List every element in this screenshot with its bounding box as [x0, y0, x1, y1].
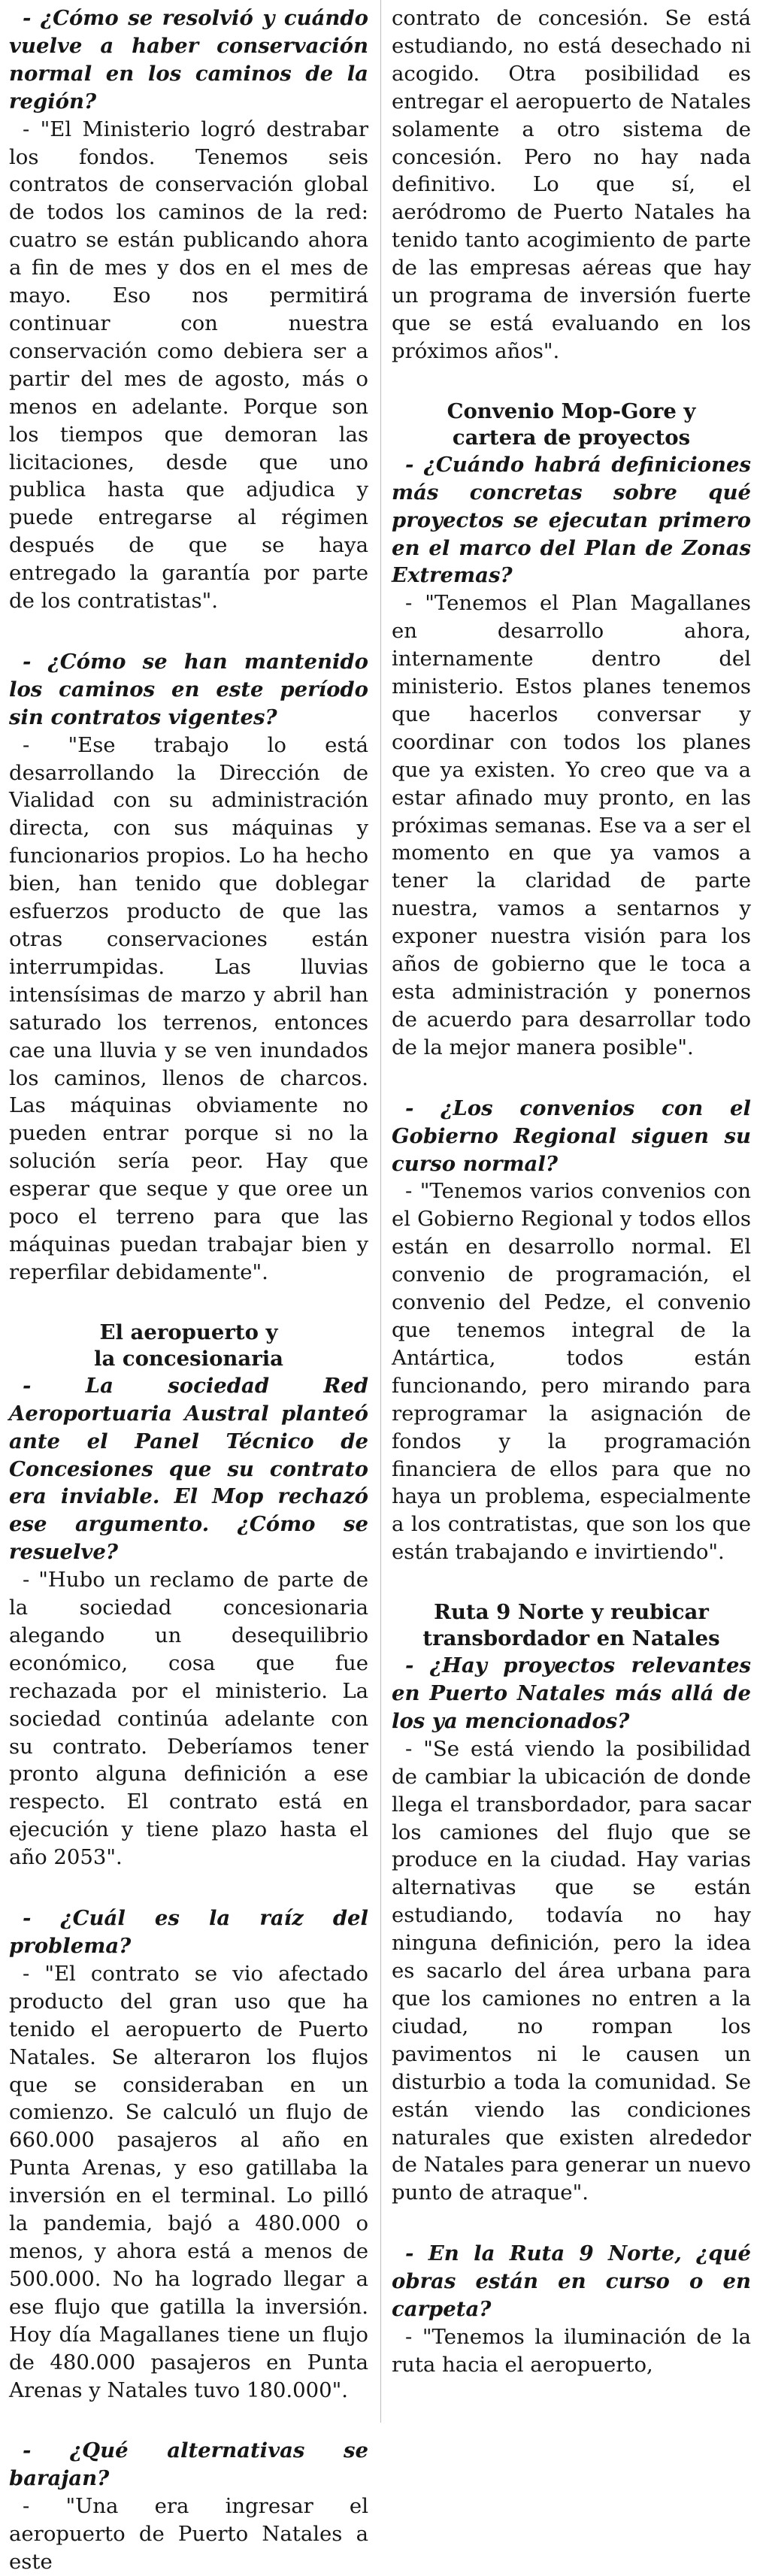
qa-block-alternatives: [9, 2437, 368, 2576]
interview-answer: - "Tenemos la iluminación de la ruta hacia el aeropuerto,: [392, 2324, 751, 2377]
qa-block-ruta9-works: [392, 2240, 751, 2379]
interview-answer: - "El Ministerio logró destrabar los fondos. Tenemos seis contratos de conservación global de todos los caminos de la red: cuatro se están publicando ahora a fin de mes y dos en el mes de mayo. Eso nos permitirá continuar con nuestra conservación como debiera ser a partir del mes de agosto, más o menos en adelante. Porque son los tiempos que demoran las licitaciones, desde que uno publica hasta que adjudica y puede entregarse al régimen después de que se haya entregado la garantía por parte de los contratistas".: [9, 117, 368, 614]
section-heading-line: Ruta 9 Norte y reubicar: [434, 1600, 709, 1625]
section-heading: [392, 399, 751, 451]
interview-answer: - "El contrato se vio afectado producto del gran uso que ha tenido el aeropuerto de Puerto Natales. Se alteraron los flujos que se consideraban en un comienzo. Se calculó un flujo de 660.000 pasajeros al año en Punta Arenas, y eso gatillaba la inversión en el terminal. Lo pilló la pandemia, bajó a 480.000 o menos, y ahora está a menos de 500.000. No ha logrado llegar a ese flujo que gatilla la inversión. Hoy día Magallanes tiene un flujo de 480.000 pasajeros en Punta Arenas y Natales tuvo 180.000".: [9, 1961, 368, 2402]
interview-question: - La sociedad Red Aeroportuaria Austral planteó ante el Panel Técnico de Concesiones que su contrato era inviable. El Mop rechazó ese argumento. ¿Cómo se resuelve?: [9, 1373, 368, 1565]
section-heading-line: cartera de proyectos: [452, 425, 691, 450]
interview-answer: - "Tenemos el Plan Magallanes en desarrollo ahora, internamente dentro del ministerio. Estos planes tenemos que hacerlos conversar y coordinar con todos los planes que ya existen. Yo creo que va a estar afinado muy pronto, en las próximas semanas. Ese va a ser el momento en que ya vamos a tener la claridad de parte nuestra, vamos a sentarnos y exponer nuestra visión para los años de gobierno que le toca a esta administración y ponernos de acuerdo para desarrollar todo de la mejor manera posible".: [392, 591, 751, 1059]
interview-question: - ¿Cómo se han mantenido los caminos en este período sin contratos vigentes?: [9, 649, 368, 729]
section-heading-line: transbordador en Natales: [422, 1626, 720, 1651]
interview-question: - ¿Cómo se resolvió y cuándo vuelve a haber conservación normal en los caminos de la región?: [9, 6, 368, 114]
section-heading: [392, 1599, 751, 1652]
interview-answer: - "Se está viendo la posibilidad de cambiar la ubicación de donde llega el transbordador, para sacar los camiones del flujo que se produce en la ciudad. Hay varias alternativas que se están estudiando, todavía no hay ninguna definición, pero la idea es sacarlo del área urbana para que los camiones no entren a la ciudad, no rompan los pavimentos ni le causen un disturbio a toda la comunidad. Se están viendo las condiciones naturales que existen alrededor de Natales para generar un nuevo punto de atraque".: [392, 1736, 751, 2205]
interview-question: - ¿Hay proyectos relevantes en Puerto Natales más allá de los ya mencionados?: [392, 1653, 751, 1733]
interview-question: - ¿Cuándo habrá definiciones más concretas sobre qué proyectos se ejecutan primero en el marco del Plan de Zonas Extremas?: [392, 452, 751, 588]
interview-answer: - "Una era ingresar el aeropuerto de Puerto Natales a este: [9, 2494, 368, 2574]
section-heading-line: la concesionaria: [94, 1346, 283, 1371]
interview-question: - ¿Cuál es la raíz del problema?: [9, 1906, 368, 1958]
section-heading-line: El aeropuerto y: [99, 1320, 278, 1344]
interview-answer: - "Hubo un reclamo de parte de la sociedad concesionaria alegando un desequilibrio económico, cosa que fue rechazada por el ministerio. La sociedad continúa adelante con su contrato. Deberíamos tener pronto alguna definición a ese respecto. El contrato está en ejecución y tiene plazo hasta el año 2053".: [9, 1568, 368, 1870]
interview-question: - ¿Los convenios con el Gobierno Regional siguen su curso normal?: [392, 1096, 751, 1176]
section-heading-line: Convenio Mop-Gore y: [447, 399, 696, 423]
section-ruta9: [392, 1599, 751, 2207]
column-divider: [380, 0, 381, 2423]
interview-answer-continued: contrato de concesión. Se está estudiando, no está desechado ni acogido. Otra posibilidad es entregar el aeropuerto de Natales solamente a otro sistema de concesión. Pero no hay nada definitivo. Lo que sí, el aeródromo de Puerto Natales ha tenido tanto acogimiento de parte de las empresas aéreas que hay un programa de inversión fuerte que se está evaluando en los próximos años".: [392, 6, 751, 363]
interview-question: - ¿Qué alternativas se barajan?: [9, 2438, 368, 2491]
qa-block-road-maintenance: [9, 5, 368, 615]
qa-block-root-problem: [9, 1905, 368, 2404]
qa-block-contracts: [9, 648, 368, 1286]
section-airport: [9, 1320, 368, 1871]
interview-answer: - "Ese trabajo lo está desarrollando la Dirección de Vialidad con su administración directa, con sus máquinas y funcionarios propios. Lo ha hecho bien, han tenido que doblegar esfuerzos producto de que las otras conservaciones están interrumpidas. Las lluvias intensísimas de marzo y abril han saturado los terrenos, entonces cae una lluvia y se ven inundados los caminos, llenos de charcos. Las máquinas obviamente no pueden entrar porque si no la solución sería peor. Hay que esperar que seque y que oree un poco el terreno para que las máquinas puedan trabajar bien y reperfilar debidamente".: [9, 732, 368, 1284]
section-heading: [9, 1320, 368, 1372]
qa-block-gore: [392, 1095, 751, 1566]
section-convenio: [392, 399, 751, 1062]
qa-block-continuation: [392, 5, 751, 365]
interview-answer: - "Tenemos varios convenios con el Gobierno Regional y todos ellos están en desarrollo normal. El convenio de programación, el convenio del Pedze, el convenio que tenemos integral de la Antártica, todos están funcionando, pero mirando para reprogramar la asignación de fondos y la programación financiera de ellos para que no haya un problema, especialmente a los contratistas, que son los que están trabajando e invirtiendo".: [392, 1179, 751, 1565]
right-column: [392, 5, 751, 2423]
left-column: [9, 5, 368, 2574]
interview-question: - En la Ruta 9 Norte, ¿qué obras están en curso o en carpeta?: [392, 2241, 751, 2322]
